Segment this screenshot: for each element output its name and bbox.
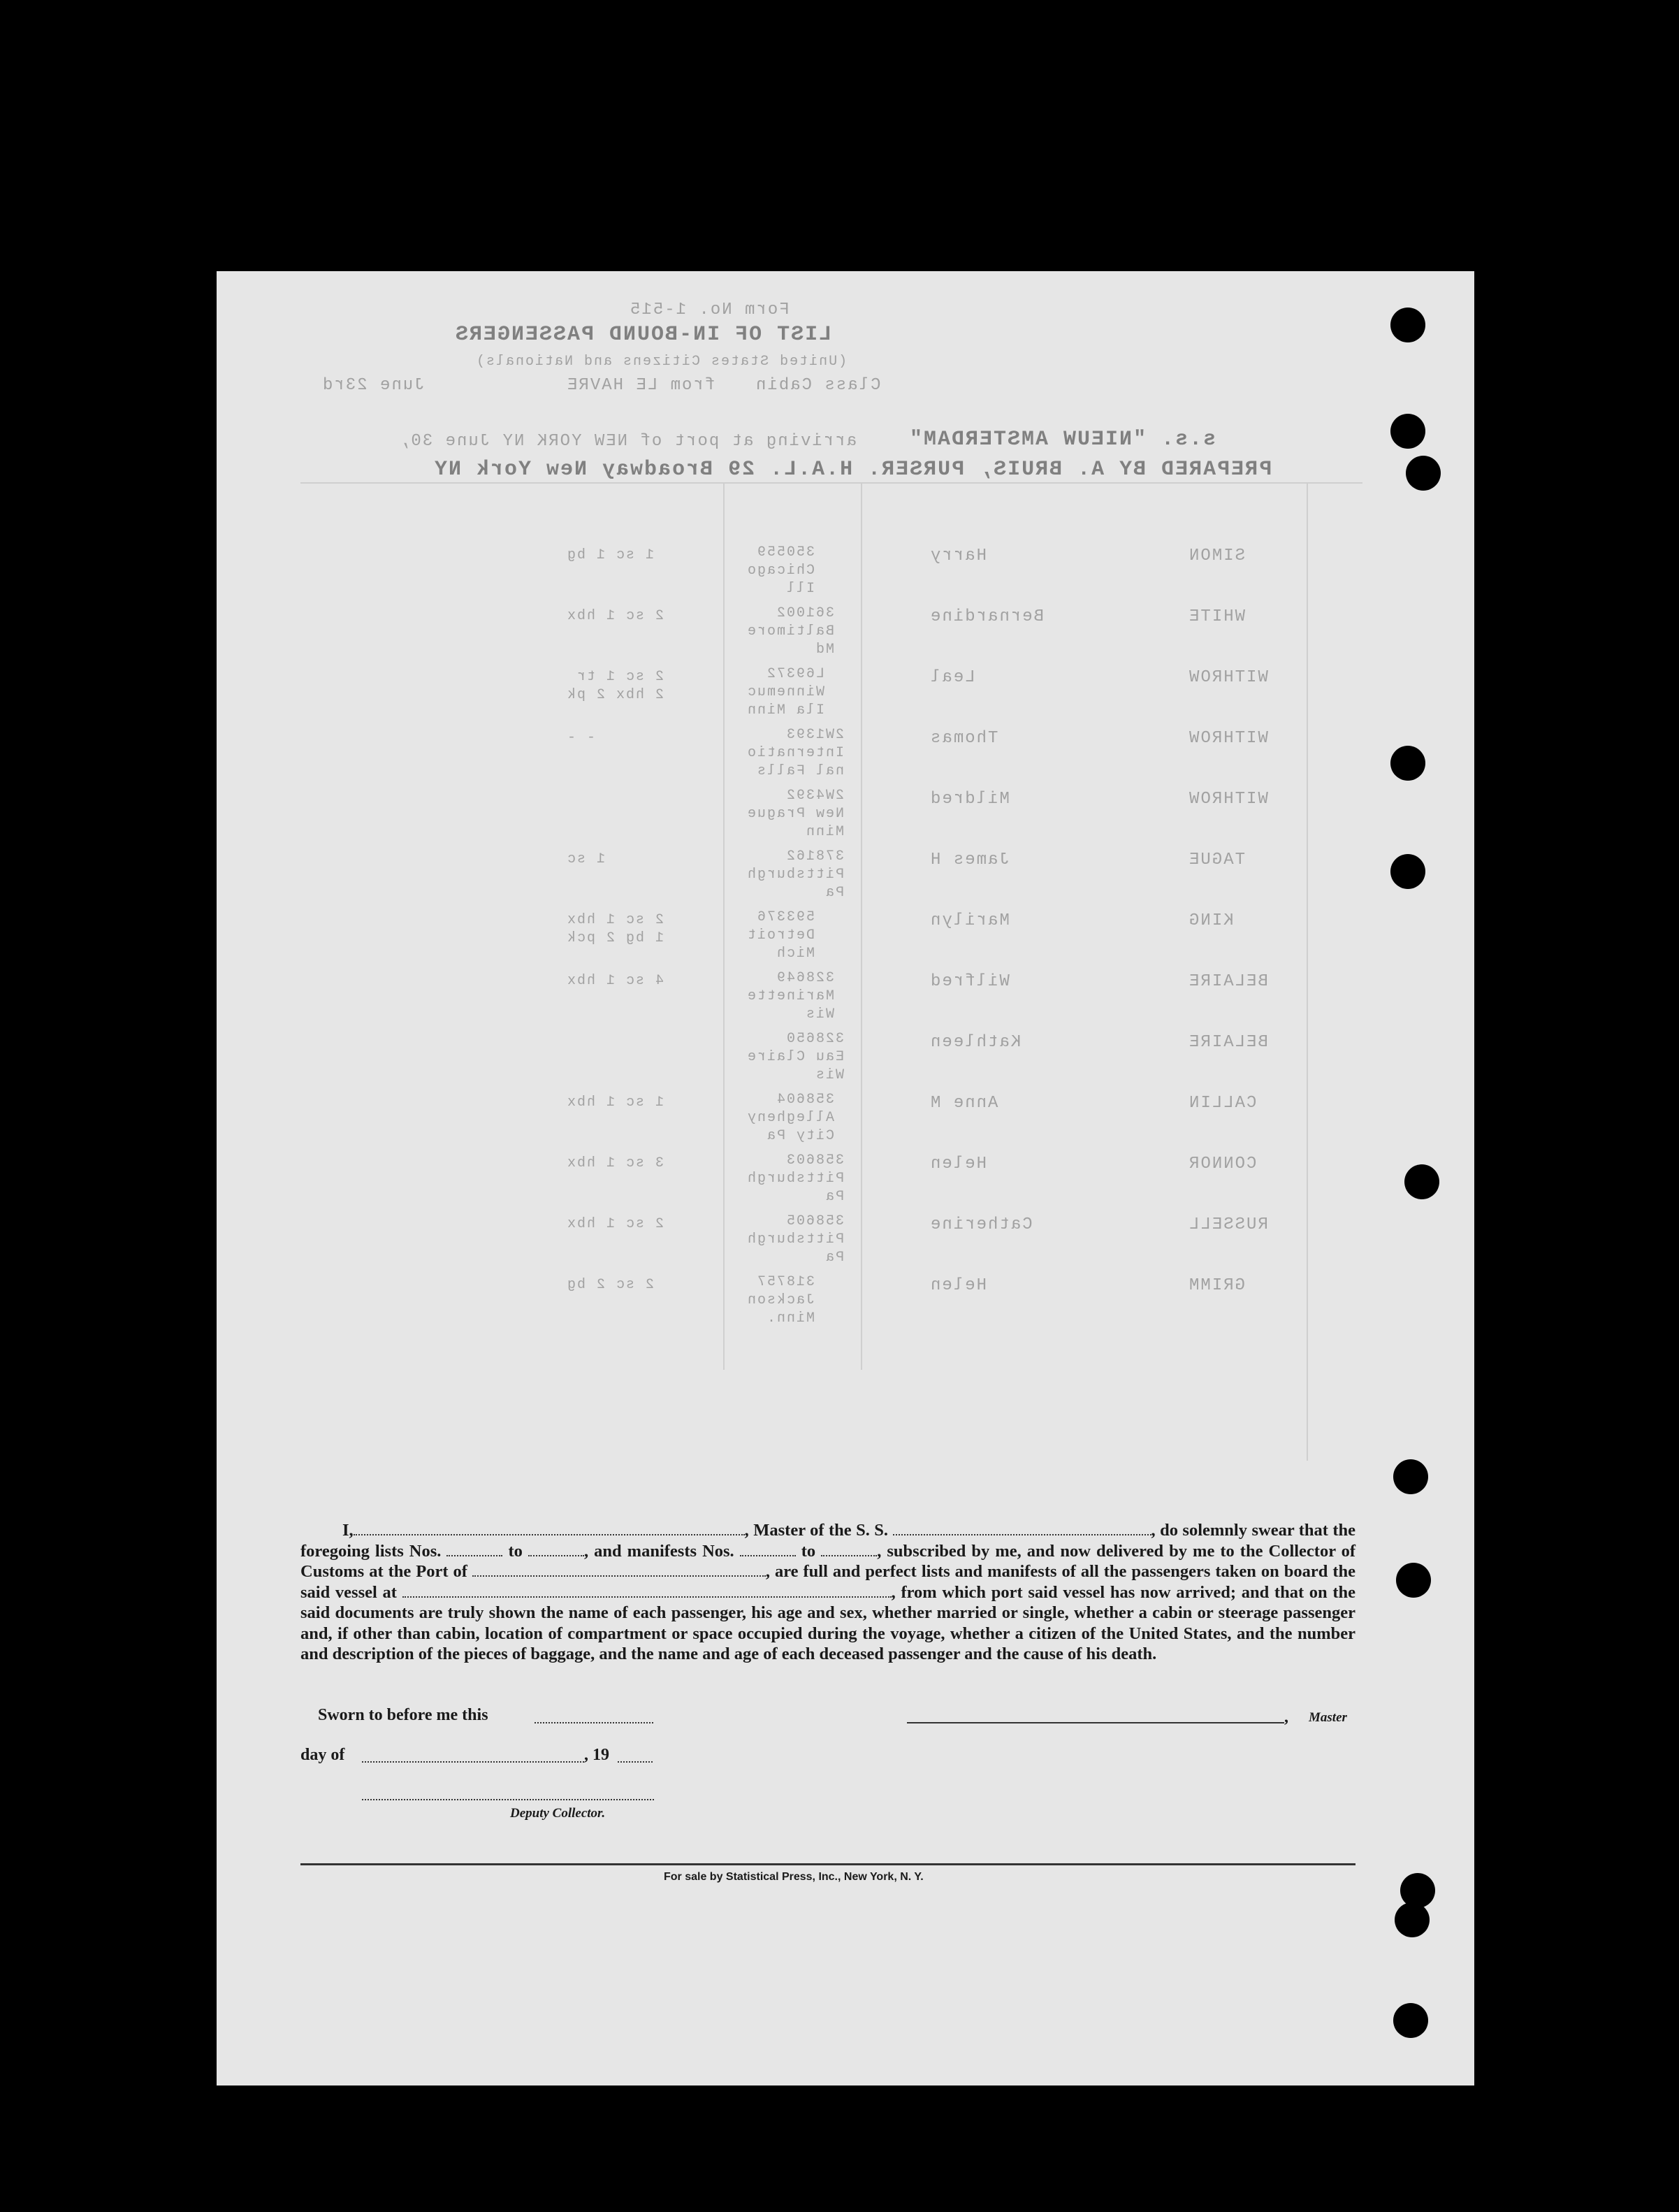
- punch-hole: [1393, 1459, 1428, 1494]
- punch-hole: [1390, 414, 1425, 449]
- bleed-given-name: Catherine: [929, 1215, 1033, 1234]
- bleed-passport-place: 328649 Marinette Wis: [746, 970, 835, 1022]
- bleed-passport-place: 593376 Detroit Mich: [746, 909, 815, 962]
- footer-rule: [300, 1863, 1355, 1865]
- bleed-given-name: Leal: [929, 668, 975, 687]
- bleed-passport-place: 378162 Pittsburgh Pa: [746, 848, 845, 901]
- bleed-passport-place: 328650 Eau Claire Wis: [746, 1031, 845, 1083]
- bleed-given-name: Kathleen: [929, 1033, 1022, 1052]
- bleed-surname: WITHROW: [1188, 668, 1268, 687]
- sworn-date-line: [535, 1721, 653, 1723]
- year-line: [618, 1760, 653, 1763]
- punch-hole: [1393, 2003, 1428, 2038]
- punch-hole: [1390, 854, 1425, 889]
- deputy-line: [362, 1798, 654, 1800]
- year-prefix: , 19: [584, 1746, 609, 1764]
- bleed-passport-place: 358603 Pittsburgh Pa: [746, 1152, 845, 1205]
- bleed-passport-place: 2W1393 Internatio nal Falls: [746, 727, 845, 779]
- punch-hole: [1396, 1563, 1431, 1598]
- bleed-passport-place: 358605 Pittsburgh Pa: [746, 1213, 845, 1266]
- bleed-date: June 23rd: [321, 376, 425, 395]
- day-of-line: [362, 1760, 584, 1763]
- bleed-given-name: Helen: [929, 1276, 987, 1295]
- bleed-given-name: Anne M: [929, 1094, 998, 1113]
- bleed-given-name: Thomas: [929, 729, 998, 748]
- bleed-surname: RUSSELL: [1188, 1215, 1268, 1234]
- bleed-surname: KING: [1188, 911, 1234, 930]
- oath-paragraph: I, , Master of the S. S. , do solemnly swear that the foregoing lists Nos. to , and manifests Nos. to , subscribed by me, and now delivered by me to the Collector of Customs at the Port of , are full and perfect lists and manifests of all the passengers taken on board the said vessel at , from which port said vessel has now arrived; and that on the said documents are truly shown the name of each passenger, his age and sex, whether married or single, whether a cabin or steerage passenger and, if other than cabin, location of compartment or space occupied during the voyage, whether a citizen of the United States, and the number and description of the pieces of baggage, and the name and age of each deceased passenger and the cause of his death.: [300, 1521, 1356, 1663]
- bleed-header-line: [300, 482, 1362, 484]
- bleed-surname: CONNOR: [1188, 1155, 1257, 1173]
- bleed-surname: WHITE: [1188, 607, 1246, 626]
- punch-hole: [1404, 1164, 1439, 1199]
- bleed-given-name: Helen: [929, 1155, 987, 1173]
- bleed-given-name: Harry: [929, 547, 987, 565]
- bleed-passport-place: 318757 Jackson Minn.: [746, 1274, 815, 1327]
- bleed-surname: BELAIRE: [1188, 1033, 1268, 1052]
- punch-hole: [1390, 746, 1425, 781]
- bleed-given-name: James H: [929, 851, 1010, 869]
- sworn-to-label: Sworn to before me this: [318, 1706, 488, 1724]
- bleed-form-no: Form No. 1-515: [629, 301, 790, 319]
- bleed-column-line: [723, 482, 725, 1370]
- manifest-sheet: [217, 271, 1474, 2086]
- bleed-from: from LE HAVRE: [566, 376, 715, 395]
- bleed-baggage: 1 sc 1 hbx: [566, 1094, 664, 1111]
- bleed-ship: s.s. "NIEUW AMSTERDAM": [908, 428, 1216, 451]
- bleed-baggage: 1 sc: [566, 851, 606, 867]
- punch-hole: [1395, 1902, 1430, 1937]
- bleed-given-name: Wilfred: [929, 972, 1010, 991]
- bleed-baggage: 4 sc 1 hbx: [566, 973, 664, 989]
- bleed-arriving: arriving at port of NEW YORK NY June 30,: [398, 432, 857, 451]
- day-of-label: day of: [300, 1746, 345, 1764]
- bleed-passport-place: 361002 Baltimore Md: [746, 605, 835, 658]
- bleed-baggage: 2 sc 1 hbx: [566, 1216, 664, 1232]
- bleed-surname: TAGUE: [1188, 851, 1246, 869]
- bleed-prepared: PREPARED BY A. BRUIS, PURSER. H.A.L. 29 Broadway New York NY: [433, 458, 1272, 482]
- punch-hole: [1406, 456, 1441, 491]
- bleed-baggage: 3 sc 1 hbx: [566, 1155, 664, 1171]
- bleed-title: LIST OF IN-BOUND PASSENGERS: [454, 323, 832, 347]
- bleed-given-name: Marilyn: [929, 911, 1010, 930]
- bleed-column-line: [861, 482, 862, 1370]
- footer-printer: For sale by Statistical Press, Inc., New York, N. Y.: [664, 1871, 924, 1883]
- master-label: Master: [1309, 1710, 1347, 1725]
- bleed-surname: BELAIRE: [1188, 972, 1268, 991]
- bleed-passport-place: 2W4392 New Prague Minn: [746, 788, 845, 840]
- bleed-baggage: - -: [566, 730, 596, 746]
- bleed-baggage: 1 sc 1 bg: [566, 547, 655, 563]
- bleed-surname: WITHROW: [1188, 790, 1268, 809]
- bleed-baggage: 2 sc 1 hbx: [566, 608, 664, 624]
- master-signature-line: [907, 1722, 1284, 1723]
- bleed-surname: WITHROW: [1188, 729, 1268, 748]
- bleed-subtitle: (United States Citizens and Nationals): [475, 354, 848, 370]
- bleed-given-name: Mildred: [929, 790, 1010, 809]
- bleed-surname: CALLIN: [1188, 1094, 1257, 1113]
- bleed-passport-place: 358604 Allegheny City Pa: [746, 1092, 835, 1144]
- bleed-surname: SIMON: [1188, 547, 1246, 565]
- bleed-class: Class Cabin: [755, 376, 881, 395]
- bleed-column-line: [1307, 482, 1308, 1461]
- bleed-given-name: Bernardine: [929, 607, 1045, 626]
- bleed-surname: GRIMM: [1188, 1276, 1246, 1295]
- bleed-baggage: 2 sc 1 tr 2 hbx 2 pk: [566, 669, 664, 703]
- deputy-collector-label: Deputy Collector.: [510, 1806, 606, 1821]
- bleed-passport-place: L69372 Winnemuc Ila Minn: [746, 666, 825, 718]
- bleed-baggage: 2 sc 2 bg: [566, 1277, 655, 1293]
- punch-hole: [1390, 308, 1425, 342]
- bleed-baggage: 2 sc 1 hbx 1 bg 2 pck: [566, 912, 664, 946]
- bleed-passport-place: 350559 Chicago Ill: [746, 544, 815, 597]
